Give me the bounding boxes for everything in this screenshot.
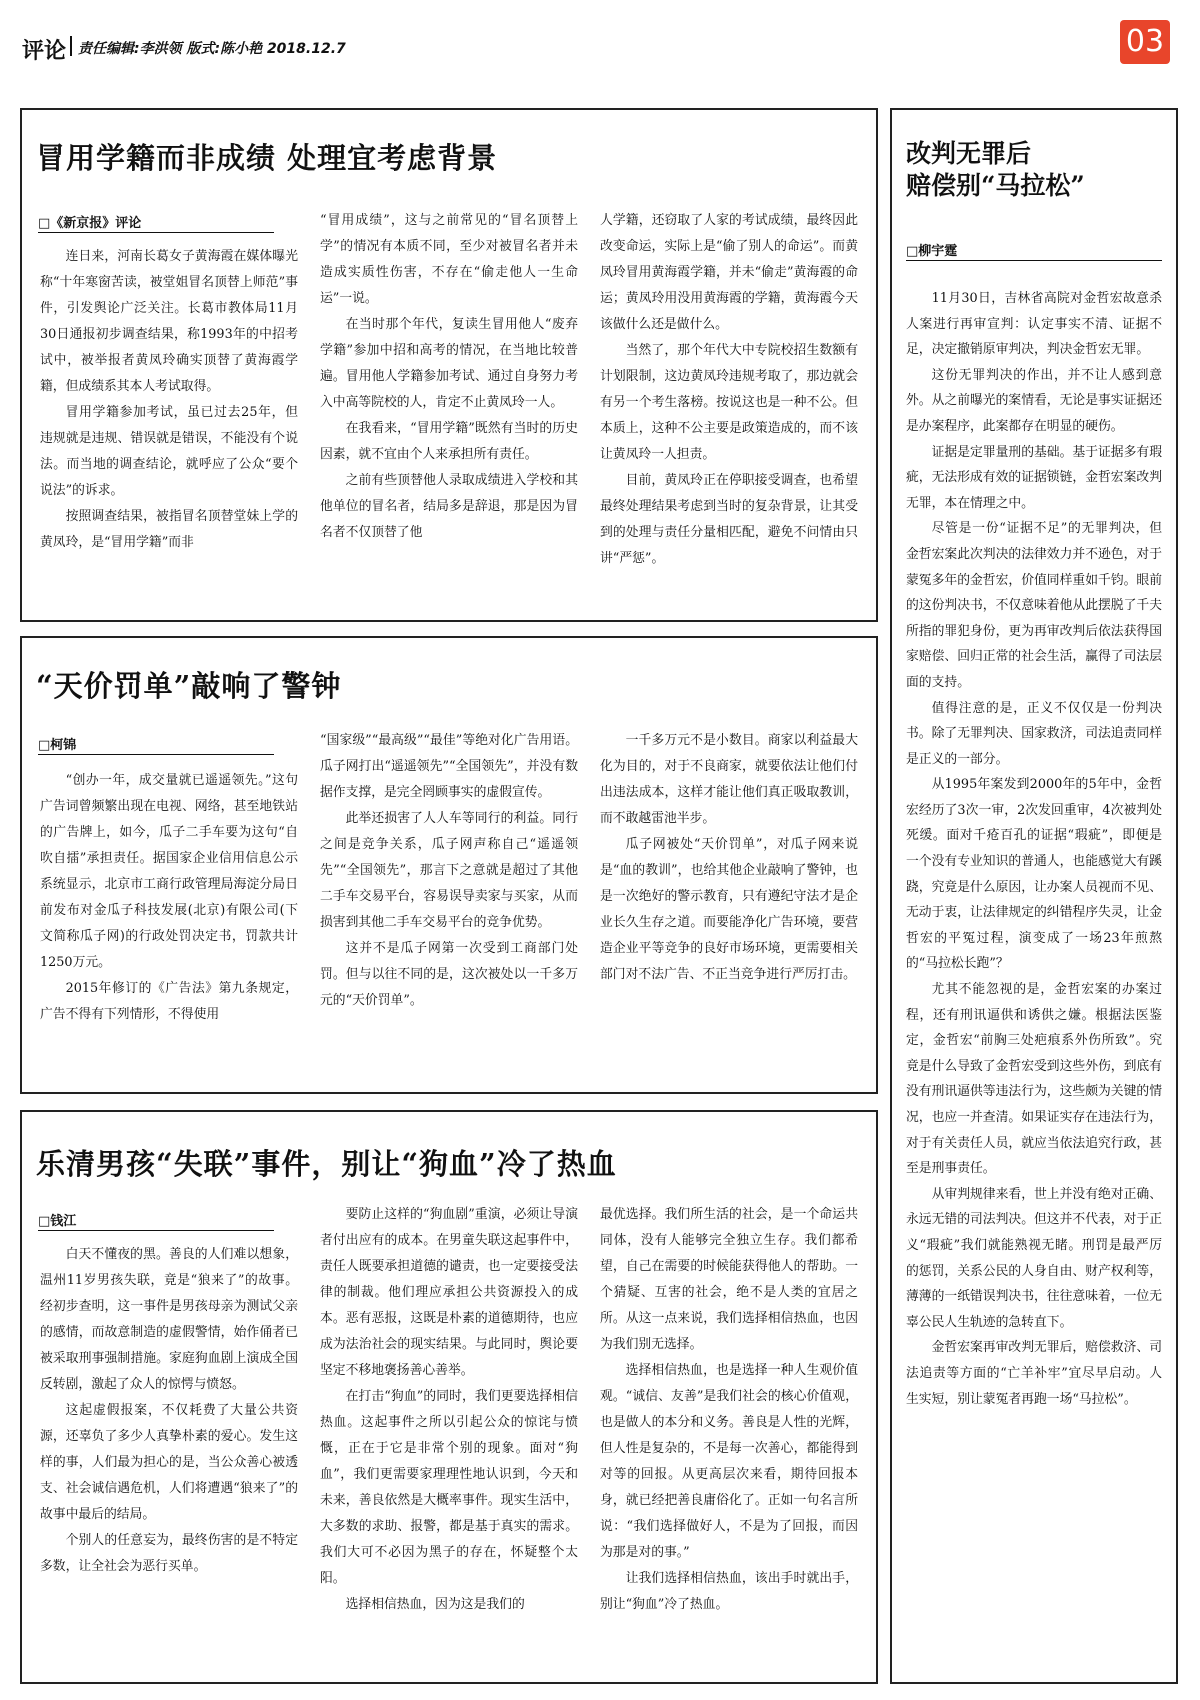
paragraph: 一千多万元不是小数目。商家以利益最大化为目的，对于不良商家，就要依法让他们付出违法成本，这样才能让他们真正吸取教训，而不敢越雷池半步。 — [600, 733, 858, 826]
article-columns — [40, 728, 858, 1088]
paragraph: 值得注意的是，正义不仅仅是一份判决书。除了无罪判决、国家救济，司法追责同样是正义的一部分。 — [906, 700, 1162, 767]
paragraph: 这起虚假报案，不仅耗费了大量公共资源，还辜负了多少人真挚朴素的爱心。发生这样的事，人们最为担心的是，当公众善心被透支、社会诚信遇危机，人们将遭遇“狼来了”的故事中最后的结局。 — [40, 1403, 298, 1522]
article-title: “天价罚单”敲响了警钟 — [36, 669, 342, 703]
byline-rule — [906, 260, 1162, 261]
paragraph: 个别人的任意妄为，最终伤害的是不特定多数，让全社会为恶行买单。 — [40, 1533, 298, 1574]
paragraph: 金哲宏案再审改判无罪后，赔偿救济、司法追责等方面的“亡羊补牢”宜尽早启动。人生实短，别让蒙冤者再跑一场“马拉松”。 — [906, 1340, 1162, 1407]
paragraph: 让我们选择相信热血，该出手时就出手，别让“狗血”冷了热血。 — [600, 1571, 858, 1612]
section-label: 评论 — [22, 39, 67, 64]
article-column — [40, 208, 298, 616]
article-column — [320, 1202, 578, 1678]
sidebar-title-line: 改判无罪后 — [906, 139, 1032, 168]
sidebar-article-box — [890, 108, 1178, 1684]
article-box-2 — [20, 636, 878, 1094]
paragraph: 要防止这样的“狗血剧”重演，必须让导演者付出应有的成本。在男童失联这起事件中，责任人既要承担道德的谴责，也一定要接受法律的制裁。他们理应承担公共资源投入的成本。恶有恶报，这既是朴素的道德期待，也应成为法治社会的现实结果。与此同时，舆论要坚定不移地褒扬善心善举。 — [320, 1207, 578, 1378]
paragraph: 最优选择。我们所生活的社会，是一个命运共同体，没有人能够完全独立生存。我们都希望，自己在需要的时候能获得他人的帮助。一个猜疑、互害的社会，绝不是人类的宜居之所。从这一点来说，我们选择相信热血，也因为我们别无选择。 — [600, 1207, 858, 1352]
paragraph: “国家级”“最高级”“最佳”等绝对化广告用语。瓜子网打出“遥遥领先”“全国领先”，并没有数据作支撑，是完全罔顾事实的虚假宣传。 — [320, 733, 578, 800]
article-columns — [40, 208, 858, 616]
article-column — [40, 728, 298, 1088]
paragraph: 这份无罪判决的作出，并不让人感到意外。从之前曝光的案情看，无论是事实证据还是办案程序，此案都存在明显的硬伤。 — [906, 367, 1162, 434]
paragraph: 从审判规律来看，世上并没有绝对正确、永远无错的司法判决。但这并不代表，对于正义“瑕疵”我们就能熟视无睹。刑罚是最严厉的惩罚，关系公民的人身自由、财产权利等，薄薄的一纸错误判决书，往往意味着，一位无辜公民人生轨迹的急转直下。 — [906, 1186, 1162, 1330]
article-byline: □钱江 — [38, 1214, 77, 1229]
article-column — [320, 208, 578, 616]
paragraph: 当然了，那个年代大中专院校招生数额有计划限制，这边黄凤玲违规考取了，那边就会有另一个考生落榜。按说这也是一种不公。但本质上，这种不公主要是政策造成的，而不该让黄凤玲一人担责。 — [600, 343, 858, 462]
header-divider — [70, 36, 72, 56]
paragraph: 这并不是瓜子网第一次受到工商部门处罚。但与以往不同的是，这次被处以一千多万元的“天价罚单”。 — [320, 941, 578, 1008]
article-column — [40, 1202, 298, 1678]
paragraph: 在当时那个年代，复读生冒用他人“废弃学籍”参加中招和高考的情况，在当地比较普遍。冒用他人学籍参加考试、通过自身努力考入中高等院校的人，肯定不止黄凤玲一人。 — [320, 317, 578, 410]
article-byline: □柯锦 — [38, 738, 77, 753]
article-column — [600, 1202, 858, 1678]
paragraph: “冒用成绩”，这与之前常见的“冒名顶替上学”的情况有本质不同，至少对被冒名者并未造成实质性伤害，不存在“偷走他人一生命运”一说。 — [320, 213, 578, 306]
paragraph: 11月30日，吉林省高院对金哲宏故意杀人案进行再审宣判：认定事实不清、证据不足，决定撤销原审判决，判决金哲宏无罪。 — [906, 291, 1162, 358]
article-box-1 — [20, 108, 878, 622]
paragraph: 此举还损害了人人车等同行的利益。同行之间是竞争关系，瓜子网声称自己“遥遥领先”“全国领先”，那言下之意就是超过了其他二手车交易平台，容易误导卖家与买家，从而损害到其他二手车交易平台的竞争优势。 — [320, 811, 578, 930]
paragraph: 白天不懂夜的黑。善良的人们难以想象，温州11岁男孩失联，竟是“狼来了”的故事。经初步查明，这一事件是男孩母亲为测试父亲的感情，而故意制造的虚假警情，始作俑者已被采取刑事强制措施。家庭狗血剧上演成全国反转剧，激起了众人的惊愕与愤怒。 — [40, 1247, 298, 1392]
paragraph: 在我看来，“冒用学籍”既然有当时的历史因素，就不宜由个人来承担所有责任。 — [320, 421, 578, 462]
paragraph: 选择相信热血，因为这是我们的 — [345, 1597, 525, 1612]
paragraph: 2015年修订的《广告法》第九条规定，广告不得有下列情形，不得使用 — [40, 981, 298, 1022]
paragraph: 之前有些顶替他人录取成绩进入学校和其他单位的冒名者，结局多是辞退，那是因为冒名者不仅顶替了他 — [320, 473, 578, 540]
article-column — [600, 728, 858, 1088]
paragraph: 目前，黄凤玲正在停职接受调查，也希望最终处理结果考虑到当时的复杂背景，让其受到的处理与责任分量相匹配，避免不问情由只讲“严惩”。 — [600, 473, 858, 566]
article-box-3 — [20, 1110, 878, 1684]
paragraph: “创办一年，成交量就已遥遥领先。”这句广告词曾频繁出现在电视、网络，甚至地铁站的广告牌上，如今，瓜子二手车要为这句“自吹自擂”承担责任。据国家企业信用信息公示系统显示，北京市工商行政管理局海淀分局日前发布对金瓜子科技发展(北京)有限公司(下文简称瓜子网)的行政处罚决定书，罚款共计1250万元。 — [40, 773, 298, 970]
editor-meta: 责任编辑:李洪领 版式:陈小艳 2018.12.7 — [78, 41, 346, 57]
paragraph: 从1995年案发到2000年的5年中，金哲宏经历了3次一审，2次发回重审，4次被判处死缓。面对千疮百孔的证据“瑕疵”，即便是一个没有专业知识的普通人，也能感觉大有蹊跷，究竟是什么原因，让办案人员视而不见、无动于衷，让法律规定的纠错程序失灵，让金哲宏的平冤过程，演变成了一场23年煎熬的“马拉松长跑”？ — [906, 777, 1162, 972]
sidebar-title-line: 赔偿别“马拉松” — [906, 171, 1085, 200]
article-column — [600, 208, 858, 616]
paragraph: 连日来，河南长葛女子黄海霞在媒体曝光称“十年寒窗苦读，被堂姐冒名顶替上师范”事件，引发舆论广泛关注。长葛市教体局11月30日通报初步调查结果，称1993年的中招考试中，被举报者黄凤玲确实顶替了黄海霞学籍，但成绩系其本人考试取得。 — [40, 249, 298, 394]
paragraph: 冒用学籍参加考试，虽已过去25年，但违规就是违规、错误就是错误，不能没有个说法。而当地的调查结论，就呼应了公众“要个说法”的诉求。 — [40, 405, 298, 498]
paragraph: 人学籍，还窃取了人家的考试成绩，最终因此改变命运，实际上是“偷了别人的命运”。而黄凤玲冒用黄海霞学籍，并未“偷走”黄海霞的命运；黄凤玲用没用黄海霞的学籍，黄海霞今天该做什么还是做什么。 — [600, 213, 858, 332]
paragraph: 证据是定罪量刑的基础。基于证据多有瑕疵，无法形成有效的证据锁链，金哲宏案改判无罪，本在情理之中。 — [906, 444, 1162, 511]
paragraph: 在打击“狗血”的同时，我们更要选择相信热血。这起事件之所以引起公众的惊诧与愤慨，正在于它是非常个别的现象。面对“狗血”，我们更需要家理理性地认识到，今天和未来，善良依然是大概率事件。现实生活中，大多数的求助、报警，都是基于真实的需求。我们大可不必因为黑子的存在，怀疑整个太阳。 — [320, 1389, 578, 1586]
sidebar-title — [906, 138, 1085, 202]
paragraph: 选择相信热血，也是选择一种人生观价值观。“诚信、友善”是我们社会的核心价值观，也是做人的本分和义务。善良是人性的光辉，但人性是复杂的，不是每一次善心，都能得到对等的回报。从更高层次来看，期待回报本身，就已经把善良庸俗化了。正如一句名言所说：“我们选择做好人，不是为了回报，而因为那是对的事。” — [600, 1363, 858, 1560]
paragraph: 按照调查结果，被指冒名顶替堂妹上学的黄凤玲，是“冒用学籍”而非 — [40, 509, 298, 550]
article-columns — [40, 1202, 858, 1678]
article-title: 乐清男孩“失联”事件，别让“狗血”冷了热血 — [36, 1147, 617, 1181]
paragraph: 尤其不能忽视的是，金哲宏案的办案过程，还有刑讯逼供和诱供之嫌。根据法医鉴定，金哲宏“前胸三处疤痕系外伤所致”。究竟是什么导致了金哲宏受到这些外伤，到底有没有刑讯逼供等违法行为，这些颇为关键的情况，也应一并查清。如果证实存在违法行为，对于有关责任人员，就应当依法追究行政，甚至是刑事责任。 — [906, 982, 1162, 1177]
paragraph: 瓜子网被处“天价罚单”，对瓜子网来说是“血的教训”，也给其他企业敲响了警钟，也是一次绝好的警示教育，只有遵纪守法才是企业长久生存之道。而要能净化广告环境，要营造企业平等竞争的良好市场环境，更需要相关部门对不法广告、不正当竞争进行严厉打击。 — [600, 837, 858, 982]
page-number: 03 — [1120, 20, 1170, 64]
sidebar-byline: □柳宇霆 — [906, 244, 958, 259]
paragraph: 尽管是一份“证据不足”的无罪判决，但金哲宏案此次判决的法律效力并不逊色，对于蒙冤多年的金哲宏，价值同样重如千钧。眼前的这份判决书，不仅意味着他从此摆脱了千夫所指的罪犯身份，更为再审改判后依法获得国家赔偿、回归正常的社会生活，赢得了司法层面的支持。 — [906, 521, 1162, 690]
sidebar-body — [906, 286, 1162, 1412]
article-byline: □《新京报》评论 — [38, 216, 142, 231]
page-header — [22, 34, 1172, 74]
article-column — [320, 728, 578, 1088]
article-title: 冒用学籍而非成绩 处理宜考虑背景 — [36, 141, 498, 175]
